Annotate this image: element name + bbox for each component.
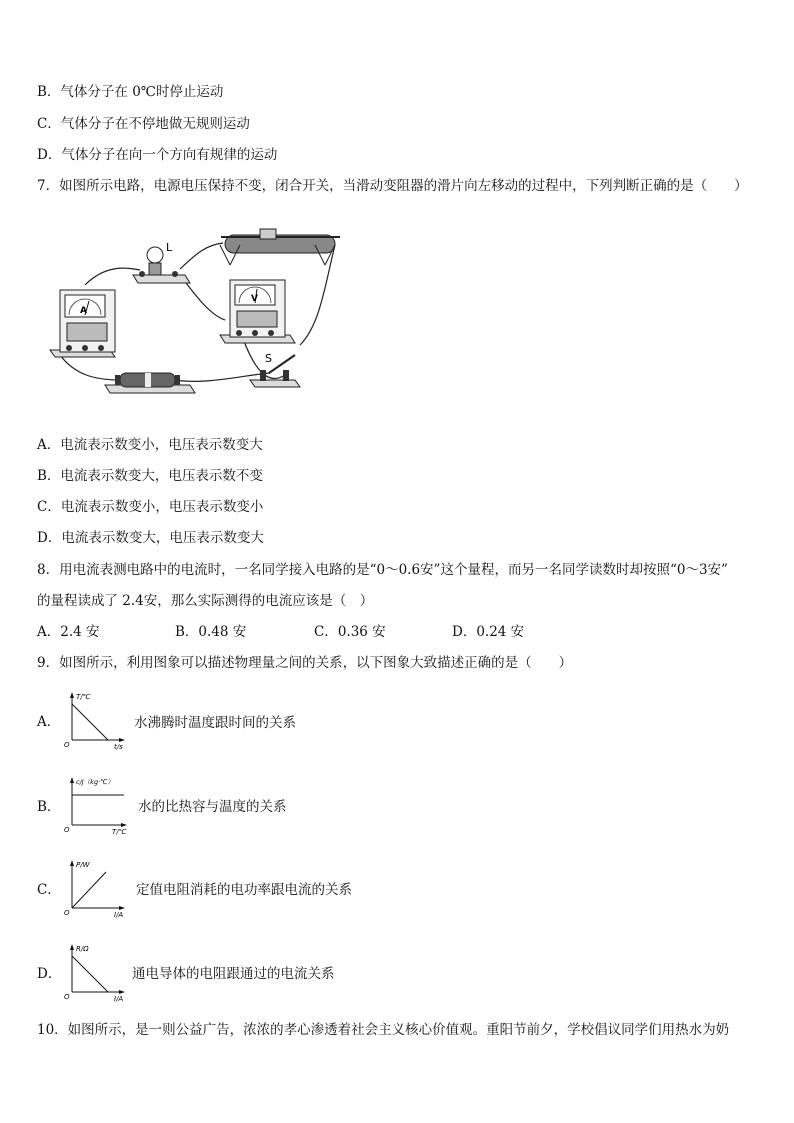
svg-text:I/A: I/A (114, 911, 124, 918)
ammeter-icon (50, 290, 115, 357)
q8-option-d: D．0.24 安 (452, 624, 525, 640)
q9-graph-a-desc: 水沸腾时温度跟时间的关系 (134, 715, 296, 731)
q9-graph-b (62, 775, 134, 835)
svg-text:R/Ω: R/Ω (76, 945, 89, 953)
q8-option-b: B．0.48 安 (175, 624, 247, 640)
svg-text:t/s: t/s (114, 743, 123, 750)
q7-option-c: C．电流表示数变小，电压表示数变小 (37, 499, 264, 515)
q9-graph-b-desc: 水的比热容与温度的关系 (138, 799, 287, 815)
svg-text:O: O (64, 741, 70, 749)
svg-text:O: O (64, 993, 70, 1001)
q8-stem-line2: 的量程读成了 2.4安，那么实际测得的电流应该是（ ） (37, 593, 374, 609)
q8-stem-line1: 8．用电流表测电路中的电流时，一名同学接入电路的是“0～0.6安”这个量程，而另一名同学读数时却按照“0～3安” (37, 562, 728, 578)
q7-option-d: D．电流表示数变大，电压表示数变大 (37, 530, 264, 546)
svg-text:O: O (64, 826, 70, 834)
svg-text:T/℃: T/℃ (112, 828, 127, 835)
q9-graph-a-label: A． (37, 714, 61, 730)
q7-stem: 7．如图所示电路，电源电压保持不变，闭合开关，当滑动变阻器的滑片向左移动的过程中，下列判断正确的是（ ） (37, 178, 748, 194)
q9-graph-c-desc: 定值电阻消耗的电功率跟电流的关系 (136, 882, 352, 898)
voltmeter-icon (220, 280, 295, 343)
switch-icon (250, 352, 300, 387)
svg-text:L: L (166, 241, 173, 254)
rheostat-icon (220, 229, 340, 265)
q7-option-b: B．电流表示数变大，电压表示数不变 (37, 468, 263, 484)
svg-text:I/A: I/A (114, 995, 124, 1002)
q9-graph-c (62, 858, 132, 918)
q9-graph-d (62, 942, 132, 1002)
q9-graph-d-desc: 通电导体的电阻跟通过的电流关系 (132, 966, 335, 982)
lamp-icon (133, 241, 190, 283)
q9-stem: 9．如图所示，利用图象可以描述物理量之间的关系，以下图象大致描述正确的是（ ） (37, 655, 573, 671)
svg-text:A: A (80, 306, 87, 316)
svg-text:S: S (265, 352, 272, 365)
q8-option-c: C．0.36 安 (314, 624, 386, 640)
battery-icon (105, 373, 195, 393)
svg-text:V: V (251, 294, 258, 304)
q6-option-c: C．气体分子在不停地做无规则运动 (37, 116, 250, 132)
q6-option-b: B．气体分子在 0℃时停止运动 (37, 84, 224, 100)
svg-text:P/W: P/W (76, 861, 90, 869)
q6-option-d: D．气体分子在向一个方向有规律的运动 (37, 147, 278, 163)
q7-option-a: A．电流表示数变小，电压表示数变大 (37, 437, 263, 453)
q9-graph-c-label: C． (37, 882, 61, 898)
q7-circuit-diagram (45, 225, 355, 405)
svg-text:T/℃: T/℃ (76, 693, 91, 701)
q10-stem: 10．如图所示，是一则公益广告，浓浓的孝心渗透着社会主义核心价值观。重阳节前夕，学校倡议同学们用热水为奶 (37, 1022, 730, 1038)
q9-graph-d-label: D． (37, 966, 62, 982)
q9-graph-a (62, 690, 132, 750)
q8-option-a: A．2.4 安 (37, 624, 100, 640)
svg-text:O: O (64, 909, 70, 917)
svg-text:c/J（kg·℃）: c/J（kg·℃） (76, 778, 114, 786)
q9-graph-b-label: B． (37, 799, 61, 815)
